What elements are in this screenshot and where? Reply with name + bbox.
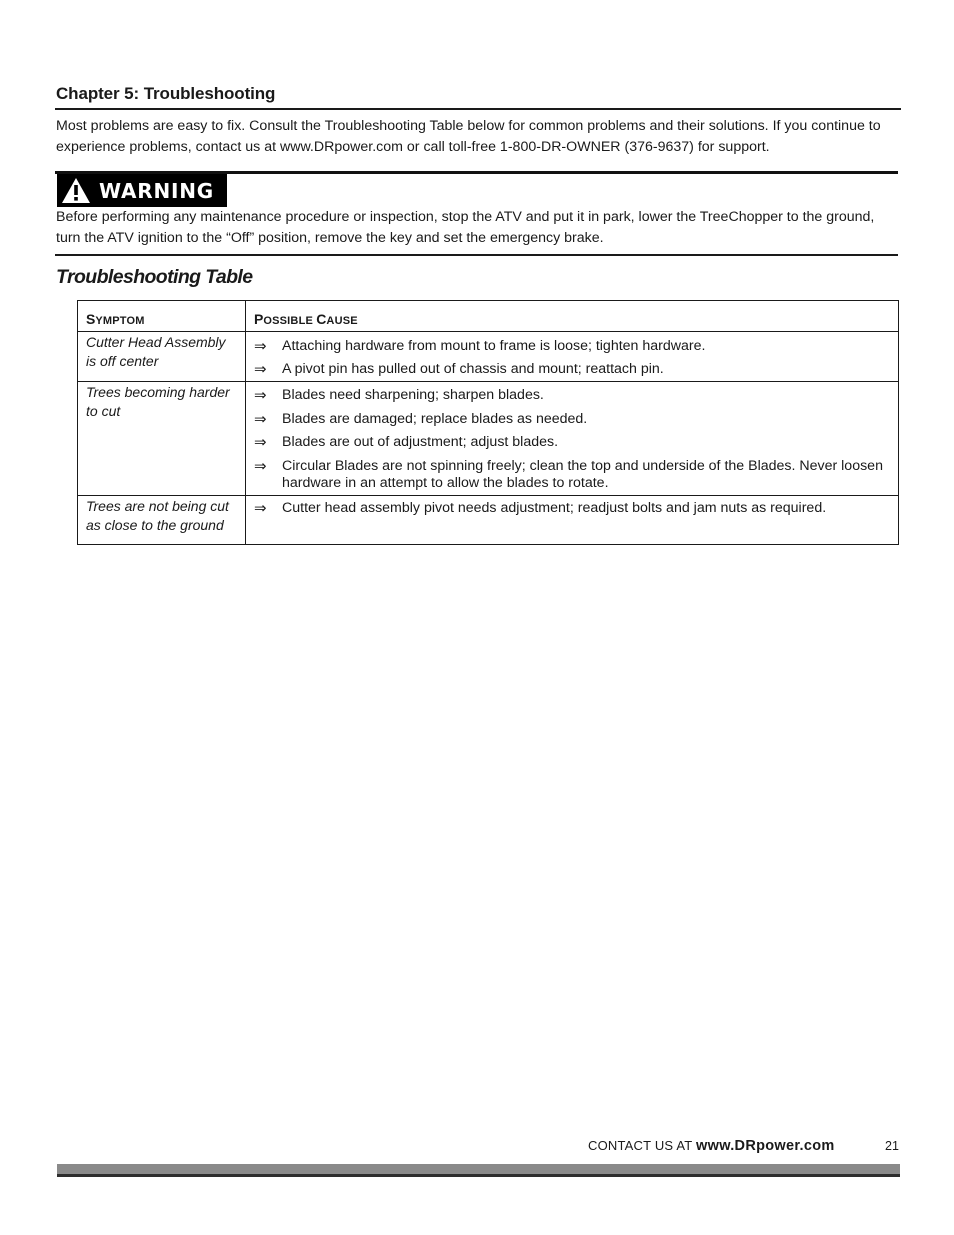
table-row [78,332,899,382]
arrow-icon: ⇒ [254,499,267,517]
footer-contact-prefix: CONTACT US AT [588,1138,697,1153]
table-row [78,382,899,496]
cause-text: Blades are damaged; replace blades as needed. [282,411,588,427]
troubleshooting-table [77,300,899,545]
cause-item [254,411,892,428]
arrow-icon: ⇒ [254,457,267,475]
footer-bar-line [57,1174,900,1177]
arrow-icon: ⇒ [254,410,267,428]
symptom-cell: Trees becoming harder to cut [78,382,246,496]
cause-text: Blades need sharpening; sharpen blades. [282,387,544,403]
warning-bottom-divider [55,254,898,256]
cause-text: Attaching hardware from mount to frame is loose; tighten hardware. [282,338,706,354]
footer-bar [57,1164,900,1174]
arrow-icon: ⇒ [254,337,267,355]
cause-text: A pivot pin has pulled out of chassis and mount; reattach pin. [282,361,664,377]
causes-cell [246,382,899,496]
arrow-icon: ⇒ [254,386,267,404]
footer-contact [588,1138,835,1154]
cause-text: Cutter head assembly pivot needs adjustment; readjust bolts and jam nuts as required. [282,500,827,516]
footer-url-link[interactable]: www.DRpower.com [696,1138,835,1154]
table-header-row [78,301,899,332]
table-title: Troubleshooting Table [56,266,253,288]
warning-text: WARNING [99,178,214,203]
chapter-divider [55,108,901,110]
causes-cell [246,496,899,545]
table-row [78,496,899,545]
cause-item [254,361,892,378]
cause-text: Circular Blades are not spinning freely; clean the top and underside of the Blades. Never loosen hardware in an attempt to allow the blades to rotate. [282,458,883,491]
symptom-column-header: SYMPTOM [78,301,246,332]
arrow-icon: ⇒ [254,433,267,451]
cause-item [254,387,892,404]
cause-text: Blades are out of adjustment; adjust blades. [282,434,559,450]
cause-item [254,500,892,517]
cause-item [254,458,892,492]
intro-paragraph: Most problems are easy to fix. Consult the Troubleshooting Table below for common problems and their solutions. If you continue to experience problems, contact us at www.DRpower.com or call toll-free 1-800-DR-OWNER (376-9637) for support. [56,118,881,155]
page-number: 21 [885,1139,899,1153]
warning-message: Before performing any maintenance procedure or inspection, stop the ATV and put it in park, lower the TreeChopper to the ground, turn the ATV ignition to the “Off” position, remove the key and set the emergency brake. [56,209,875,246]
causes-cell [246,332,899,382]
arrow-icon: ⇒ [254,360,267,378]
cause-item [254,338,892,355]
symptom-cell: Trees are not being cut as close to the ground [78,496,246,545]
cause-item [254,434,892,451]
warning-label [57,174,227,207]
cause-column-header: POSSIBLE CAUSE [246,301,899,332]
chapter-title: Chapter 5: Troubleshooting [56,84,276,103]
symptom-cell: Cutter Head Assembly is off center [78,332,246,382]
warning-triangle-icon [61,177,91,204]
